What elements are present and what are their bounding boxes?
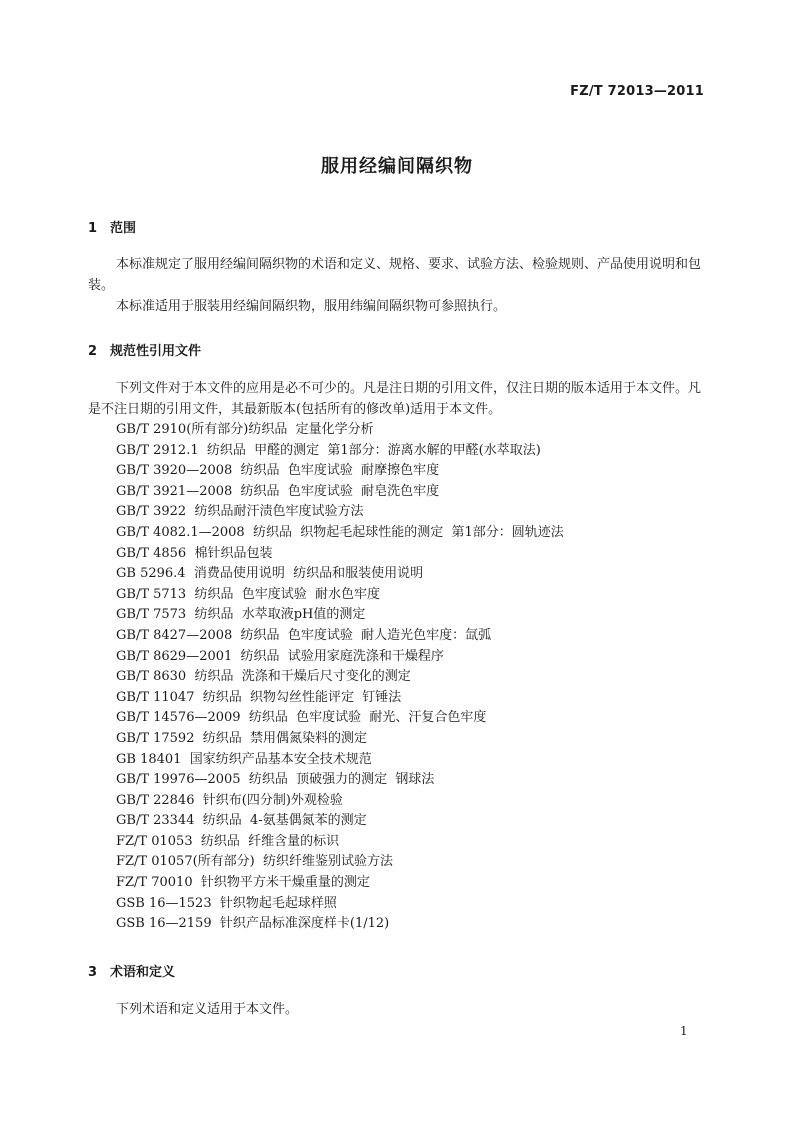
reference-item: GB/T 2910(所有部分)纺织品 定量化学分析 [116,422,374,437]
reference-item: GB/T 19976—2005 纺织品 顶破强力的测定 钢球法 [116,772,435,788]
section-title: 术语和定义 [110,965,176,980]
reference-item: GB/T 17592 纺织品 禁用偶氮染料的测定 [116,730,368,746]
reference-item: GB/T 8630 纺织品 洗涤和干燥后尺寸变化的测定 [116,669,411,685]
section-3-heading [88,961,175,980]
reference-item: GB/T 22846 针织布(四分制)外观检验 [116,792,343,808]
reference-item: GB 18401 国家纺织产品基本安全技术规范 [116,751,372,767]
section-number: 3 [88,965,98,980]
section-number: 1 [88,221,98,236]
reference-item: GSB 16—1523 针织物起毛起球样照 [116,895,337,911]
section-number: 2 [88,344,98,359]
section-title: 范围 [110,221,137,236]
reference-item: GB 5296.4 消费品使用说明 纺织品和服装使用说明 [116,566,424,582]
reference-item: GB/T 4082.1—2008 纺织品 织物起毛起球性能的测定 第1部分：圆轨迹法 [116,524,564,540]
reference-item: GB/T 3921—2008 纺织品 色牢度试验 耐皂洗色牢度 [116,483,440,499]
reference-item: GB/T 2912.1 纺织品 甲醛的测定 第1部分：游离水解的甲醛(水萃取法) [116,442,541,458]
reference-item: GB/T 8427—2008 纺织品 色牢度试验 耐人造光色牢度：氙弧 [116,627,492,643]
reference-item: FZ/T 01053 纺织品 纤维含量的标识 [116,833,340,849]
page-number: 1 [680,1024,688,1038]
section-2-heading [88,340,201,359]
reference-item: GB/T 8629—2001 纺织品 试验用家庭洗涤和干燥程序 [116,648,444,664]
reference-item: GB/T 11047 纺织品 织物勾丝性能评定 钉锤法 [116,689,402,705]
paragraph: 下列文件对于本文件的应用是必不可少的。凡是注日期的引用文件，仅注日期的版本适用于本文件。凡是不注日期的引用文件，其最新版本(包括所有的修改单)适用于本文件。 [88,381,702,417]
reference-item: GB/T 14576—2009 纺织品 色牢度试验 耐光、汗复合色牢度 [116,710,487,726]
document-title: 服用经编间隔织物 [321,156,473,177]
reference-item: GB/T 4856 棉针织品包装 [116,545,273,561]
section-title: 规范性引用文件 [110,344,202,359]
section-1-heading [88,217,136,236]
reference-list [116,420,716,935]
section-3-body [88,999,708,1020]
standard-code: FZ/T 72013—2011 [570,84,704,99]
reference-item: GB/T 3922 纺织品耐汗渍色牢度试验方法 [116,504,364,520]
paragraph: 本标准适用于服装用经编间隔织物，服用纬编间隔织物可参照执行。 [116,299,507,314]
reference-item: GSB 16—2159 针织产品标准深度样卡(1/12) [116,916,390,932]
section-1-body [88,254,708,317]
reference-item: FZ/T 01057(所有部分) 纺织纤维鉴别试验方法 [116,854,393,870]
section-2-body [88,378,708,420]
reference-item: FZ/T 70010 针织物平方米干燥重量的测定 [116,875,370,891]
reference-item: GB/T 5713 纺织品 色牢度试验 耐水色牢度 [116,586,380,602]
reference-item: GB/T 3920—2008 纺织品 色牢度试验 耐摩擦色牢度 [116,463,440,479]
paragraph: 本标准规定了服用经编间隔织物的术语和定义、规格、要求、试验方法、检验规则、产品使用说明和包装。 [88,257,702,293]
reference-item: GB/T 23344 纺织品 4-氨基偶氮苯的测定 [116,813,367,829]
reference-item: GB/T 7573 纺织品 水萃取液pH值的测定 [116,607,366,623]
paragraph: 下列术语和定义适用于本文件。 [116,1002,299,1017]
